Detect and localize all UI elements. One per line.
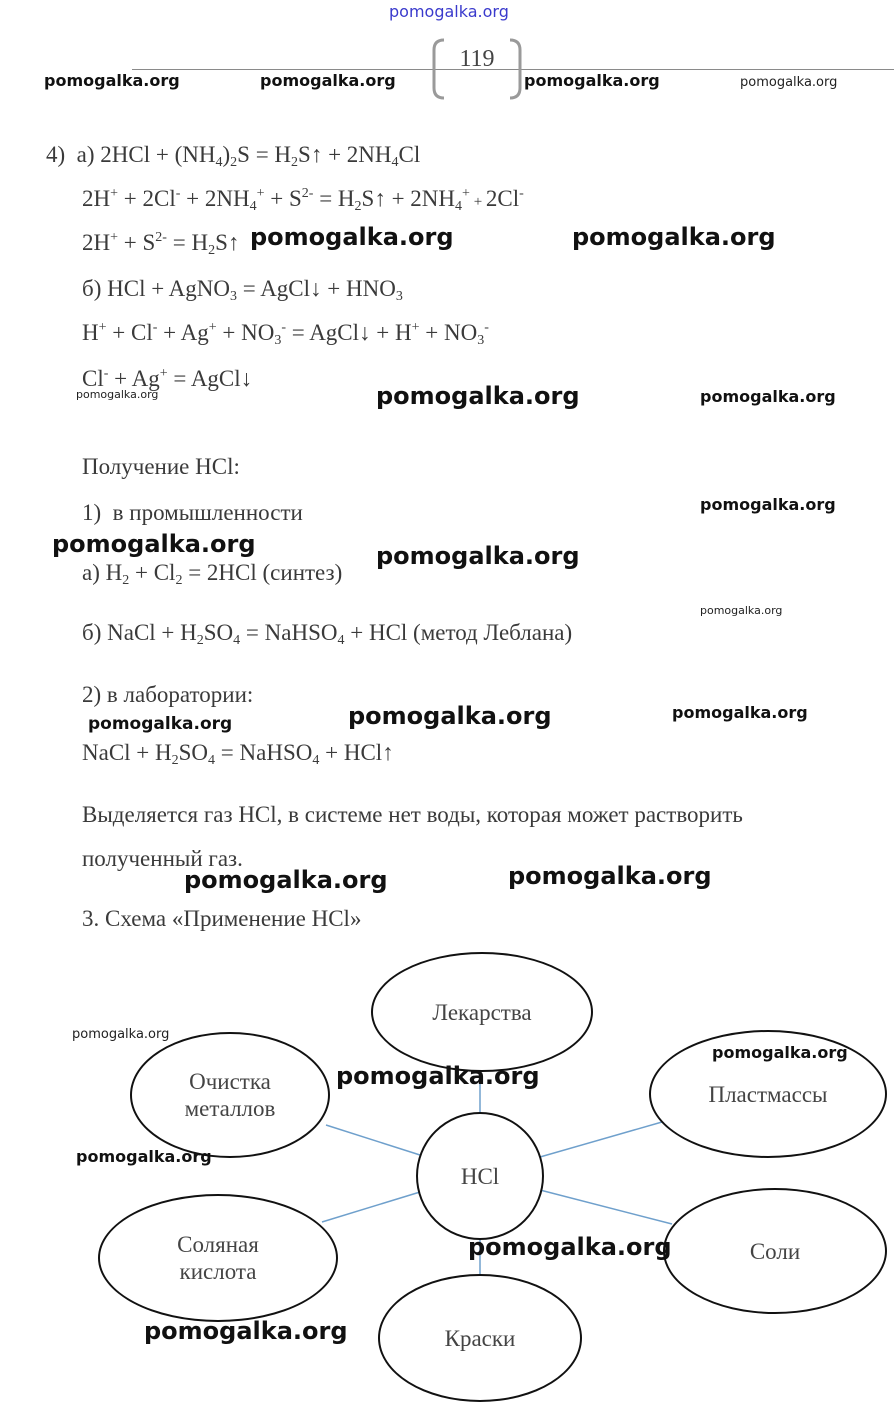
eq-synthesis: а) $H_2 + Cl_2 = 2HCl$ (синтез) (82, 560, 343, 588)
node-acid-line-2: кислота (179, 1259, 257, 1284)
watermark-12: pomogalka.org (672, 703, 808, 722)
watermark-17: pomogalka.org (336, 1062, 540, 1090)
item-label-a: а) (76, 142, 95, 167)
watermark-14: pomogalka.org (508, 862, 712, 890)
item-label-a-2: а) (82, 560, 100, 585)
gas-note-line-2: полученный газ. (82, 846, 243, 871)
node-salts-label: Соли (749, 1238, 801, 1264)
eq-4a-ionic-full: $2H^+ + 2Cl^- + 2NH_4^+ + S^{2-}$ = $H_2S↑ + 2NH_4^+ + 2Cl^-$ (82, 186, 524, 214)
watermark-top: pomogalka.org (389, 2, 509, 21)
watermark-13: pomogalka.org (184, 866, 388, 894)
connector-salts (540, 1190, 672, 1224)
node-paints (378, 1274, 582, 1402)
scheme-title: 3. Схема «Применение HCl» (82, 906, 362, 931)
eq-leblanc: б) NaCl + $H_2SO_4$ = NaHSO$_4$ + HCl (метод Леблана) (82, 620, 573, 648)
watermark-20: pomogalka.org (144, 1317, 348, 1345)
watermark-4: pomogalka.org (376, 382, 580, 410)
watermark-16: pomogalka.org (712, 1043, 848, 1062)
node-cleaning-line-2: металлов (184, 1096, 276, 1121)
eq-4a-molecular: 4) а) $2HCl + (NH_4)_2S$ = $H_2S↑ + 2NH_4Cl$ (46, 142, 421, 170)
watermark-header-2: pomogalka.org (260, 71, 396, 90)
watermark-5: pomogalka.org (700, 387, 836, 406)
watermark-header-3: pomogalka.org (524, 71, 660, 90)
watermark-7: pomogalka.org (52, 530, 256, 558)
connector-acid (322, 1192, 420, 1222)
node-hydrochloric-acid (98, 1194, 338, 1322)
watermark-header-1: pomogalka.org (44, 71, 180, 90)
node-center-hcl (416, 1112, 544, 1240)
node-center-label: HCl (460, 1163, 500, 1189)
node-medicines (371, 952, 593, 1072)
node-acid-label (177, 1231, 259, 1285)
watermark-6: pomogalka.org (700, 495, 836, 514)
watermark-11: pomogalka.org (348, 702, 552, 730)
synthesis-note: (синтез) (262, 560, 343, 585)
connector-cleaning (326, 1125, 420, 1155)
watermark-3: pomogalka.org (76, 388, 159, 401)
heading-obtaining: Получение HCl: (82, 454, 240, 479)
item-label-b: б) (82, 276, 102, 301)
watermark-header-4: pomogalka.org (740, 75, 838, 90)
lab-heading: 2) в лаборатории: (82, 682, 254, 707)
watermark-18: pomogalka.org (76, 1147, 212, 1166)
industry-label: в промышленности (112, 500, 303, 525)
watermark-9: pomogalka.org (700, 604, 783, 617)
node-paints-label: Краски (444, 1325, 516, 1351)
item-label-4: 4) (46, 142, 66, 167)
node-cleaning-metals (130, 1032, 330, 1158)
node-cleaning-label (185, 1068, 276, 1122)
node-medicines-label: Лекарства (432, 999, 532, 1025)
eq-4b-ionic-short: Cl- + Ag+ = AgCl↓ (82, 366, 253, 391)
industry-number: 1) (82, 500, 102, 525)
watermark-10: pomogalka.org (88, 714, 233, 734)
watermark-19: pomogalka.org (468, 1233, 672, 1261)
eq-lab: NaCl + $H_2SO_4$ = NaHSO$_4$ + HCl↑ (82, 740, 394, 768)
watermark-2: pomogalka.org (572, 223, 776, 251)
page-number: 119 (459, 46, 495, 72)
connector-plastics (540, 1122, 662, 1157)
leblanc-note: (метод Леблана) (413, 620, 573, 645)
node-plastics-label: Пластмассы (708, 1081, 828, 1107)
node-acid-line-1: Соляная (177, 1232, 259, 1257)
gas-note-line-1: Выделяется газ HCl, в системе нет воды, которая может растворить (82, 802, 743, 827)
node-cleaning-line-1: Очистка (189, 1069, 271, 1094)
eq-4a-ionic-short: $2H^+ + S^{2-}$ = $H_2S↑$ (82, 230, 240, 258)
watermark-15: pomogalka.org (72, 1027, 170, 1042)
watermark-8: pomogalka.org (376, 542, 580, 570)
eq-4b-ionic-full: $H^+ + Cl^- + Ag^+ + NO_3^-$ = AgCl↓ + $H^+ + NO_3^-$ (82, 320, 489, 348)
watermark-1: pomogalka.org (250, 223, 454, 251)
item-label-b-2: б) (82, 620, 102, 645)
node-salts (663, 1188, 887, 1314)
eq-4b-molecular: б) HCl + AgNO$_3$ = AgCl↓ + $HNO_3$ (82, 276, 403, 304)
